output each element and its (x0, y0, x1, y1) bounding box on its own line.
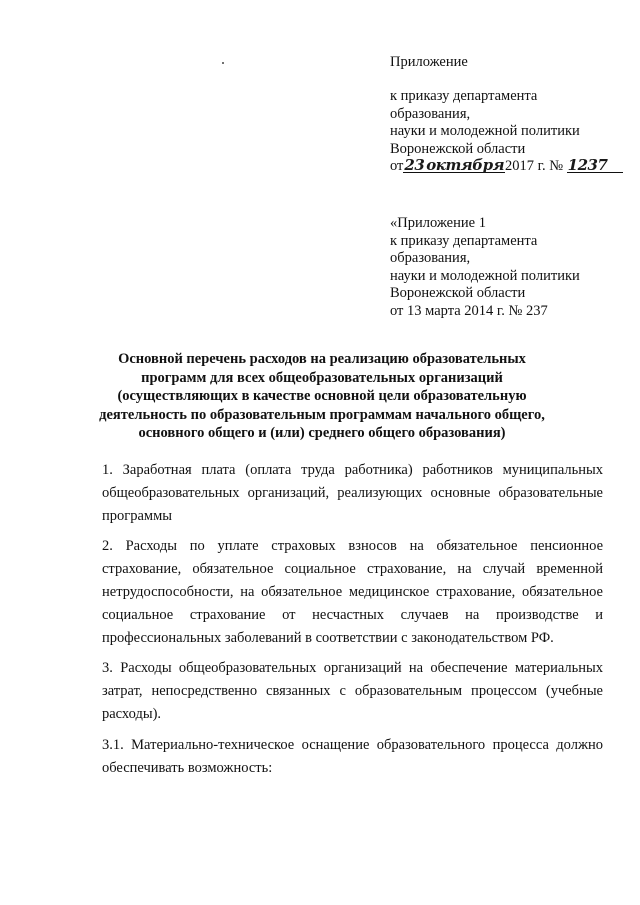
prior-ref-line: от 13 марта 2014 г. № 237 (390, 302, 548, 319)
scan-speck (222, 62, 224, 64)
prior-order-reference (390, 215, 580, 320)
prior-ref-line: к приказу департамента (390, 232, 538, 249)
document-title: Основной перечень расходов на реализацию образовательных программ для всех общеобразовательных организаций (осуществляющих в качестве основной цели образовательную деятельность по образовательным программам начального общего, основного общего и (или) среднего общего образования) (99, 351, 545, 441)
list-item-salary: 1. Заработная плата (оплата труда работника) работников муниципальных общеобразовательных организаций, реализующих основные образовательные программы (102, 462, 603, 525)
list-item-insurance-contributions: 2. Расходы по уплате страховых взносов на обязательное пенсионное страхование, обязательное социальное страхование, на случай временной нетрудоспособности, на обязательное медицинское страхование, обязательное социальное страхование от несчастных случаев на производстве и профессиональных заболеваний в соответствии с законодательством РФ. (102, 537, 603, 647)
order-ref-line: образования, (390, 105, 471, 122)
order-reference (390, 88, 623, 176)
list-item-material-costs: 3. Расходы общеобразовательных организаций на обеспечение материальных затрат, непосредственно связанных с образовательным процессом (учебные расходы). (102, 659, 603, 723)
order-ref-line: к приказу департамента (390, 88, 538, 104)
order-date-line (390, 158, 623, 176)
appendix-label: Приложение (390, 54, 468, 70)
prior-ref-line: образования, (390, 250, 471, 266)
prior-ref-line: «Приложение 1 (390, 215, 486, 231)
order-month-handwritten: октября (426, 156, 505, 174)
order-date-prefix: от (390, 158, 404, 174)
order-year: 2017 г. № (505, 158, 564, 174)
list-item-technical-equipment: 3.1. Материально-техническое оснащение образовательного процесса должно обеспечивать возможность: (102, 737, 603, 777)
prior-ref-line: науки и молодежной политики (390, 267, 580, 284)
order-ref-line: Воронежской области (390, 140, 526, 157)
document-body (102, 459, 603, 787)
order-ref-line: науки и молодежной политики (390, 123, 580, 139)
order-day-handwritten: 23 (404, 156, 425, 174)
prior-ref-line: Воронежской области (390, 285, 526, 301)
order-number-handwritten: 1237 (567, 158, 623, 173)
